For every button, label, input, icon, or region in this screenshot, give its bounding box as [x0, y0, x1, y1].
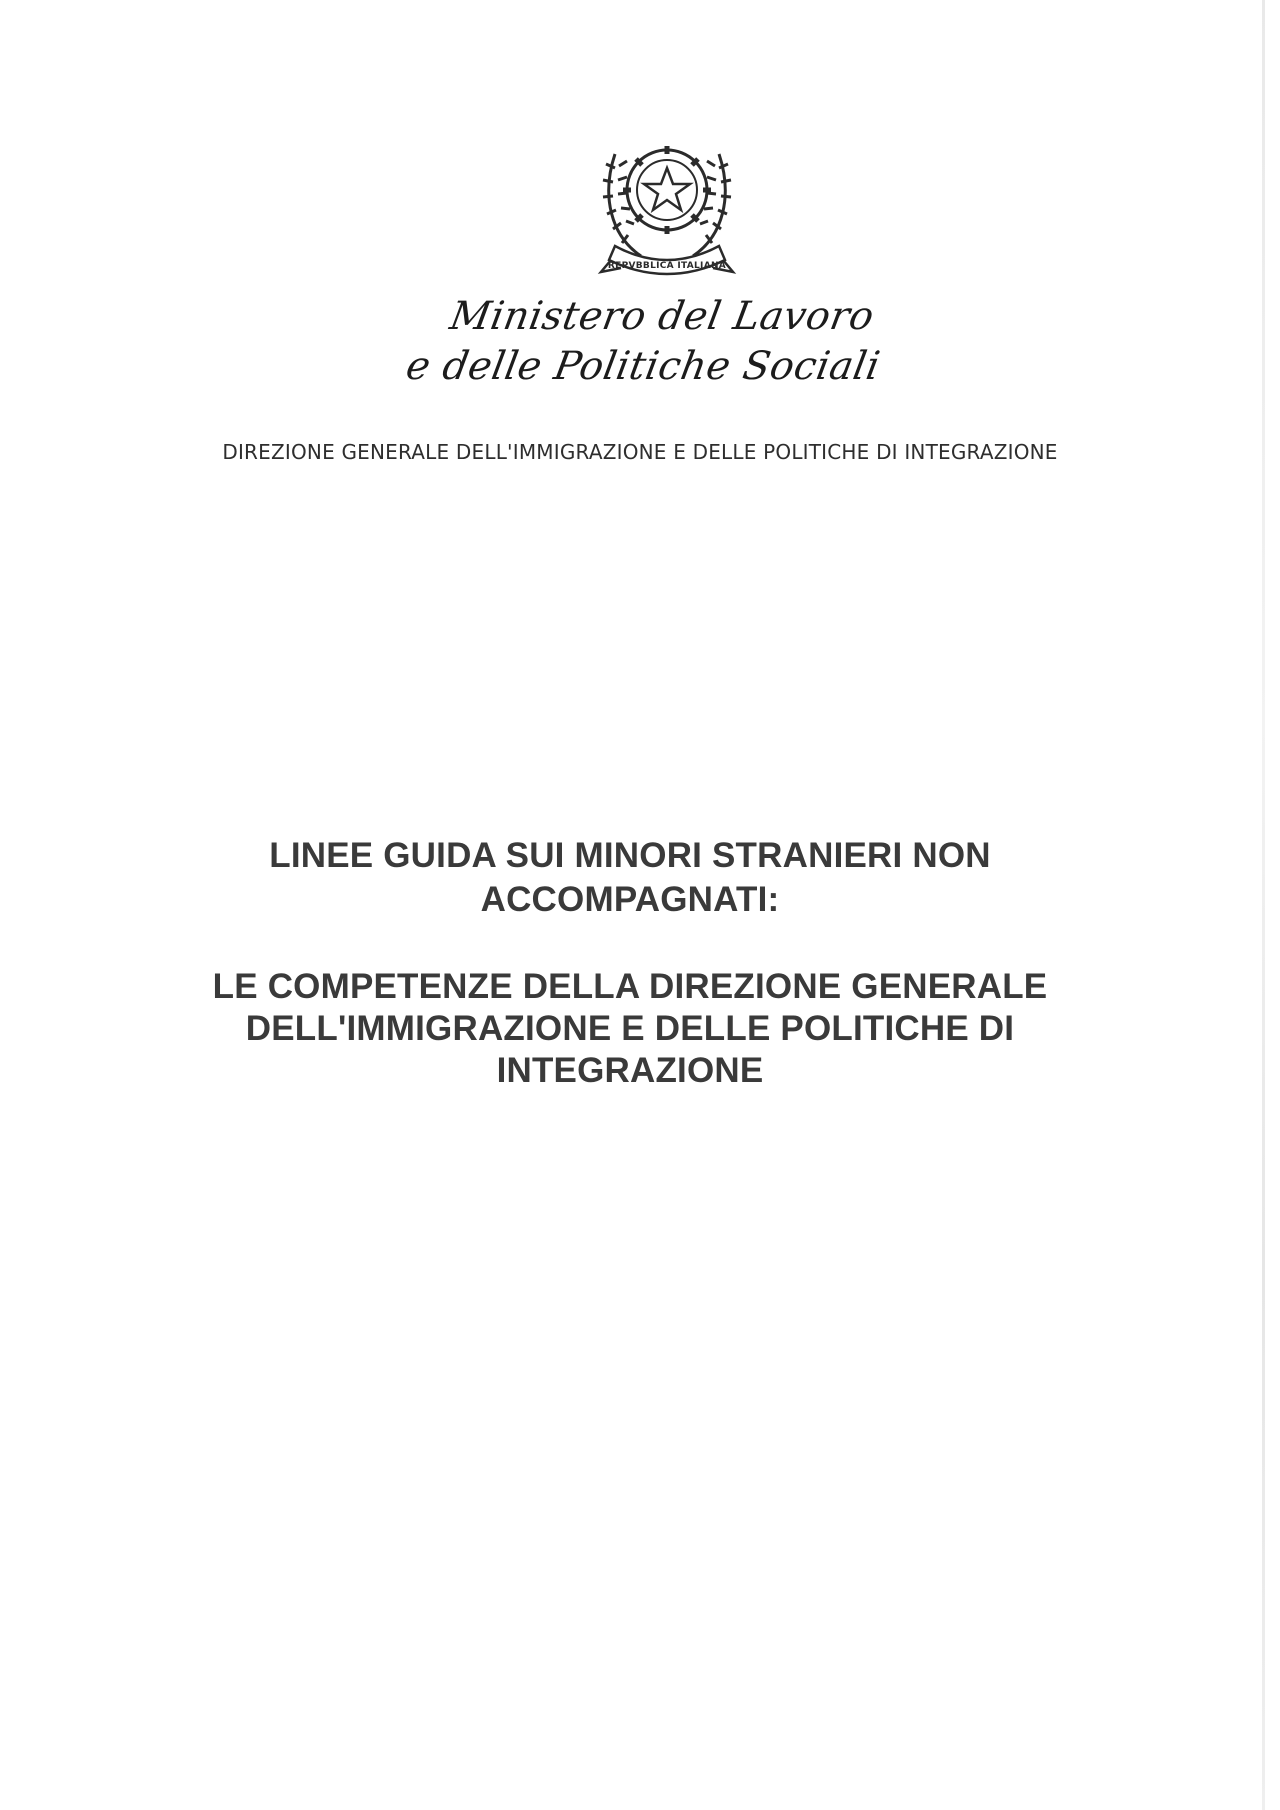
- ministry-name-line-1: Ministero del Lavoro: [446, 294, 878, 339]
- ministry-header: [0, 292, 1280, 392]
- subtitle-line-3: INTEGRAZIONE: [496, 1051, 764, 1090]
- document-subtitle: [170, 966, 1090, 1092]
- scan-edge: [1262, 0, 1265, 1810]
- title-line-1: LINEE GUIDA SUI MINORI STRANIERI NON: [269, 836, 991, 875]
- svg-text:REPVBBLICA ITALIANA: REPVBBLICA ITALIANA: [607, 261, 727, 271]
- document-title: [190, 834, 1070, 922]
- subtitle-line-2: DELL'IMMIGRAZIONE E DELLE POLITICHE DI: [245, 1009, 1015, 1048]
- title-line-2: ACCOMPAGNATI:: [480, 880, 780, 919]
- subtitle-line-1: LE COMPETENZE DELLA DIREZIONE GENERALE: [212, 967, 1048, 1006]
- ministry-name-line-2: e delle Politiche Sociali: [402, 344, 884, 389]
- italian-republic-emblem-icon: [593, 106, 741, 284]
- department-name: DIREZIONE GENERALE DELL'IMMIGRAZIONE E DELLE POLITICHE DI INTEGRAZIONE: [222, 440, 1058, 464]
